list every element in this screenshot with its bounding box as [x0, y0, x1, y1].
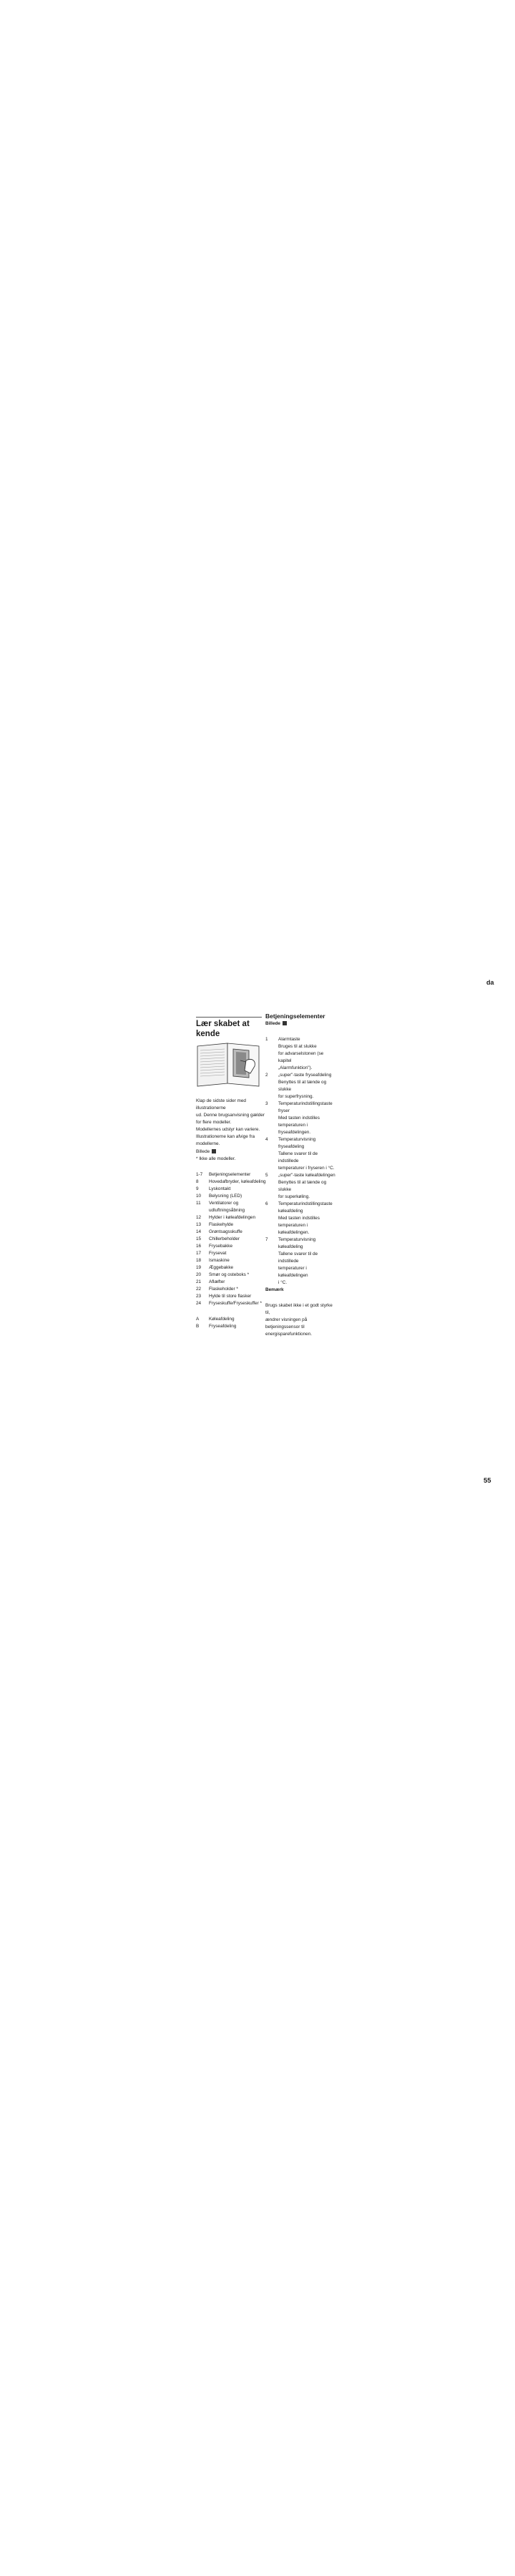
intro-line-4: Modellernes udstyr kan variere. [196, 1127, 260, 1132]
control-item-text [278, 1079, 335, 1101]
control-item-line: for advarselstonen (se kapitel [278, 1051, 324, 1063]
control-item-line: Med tasten indstilles [278, 1116, 320, 1121]
part-item-number: 16 [196, 1244, 202, 1249]
control-item-line: Med tasten indstilles [278, 1216, 320, 1221]
part-item [196, 1200, 266, 1214]
control-item-line: Bruges til at slukke [278, 1044, 317, 1049]
part-item [196, 1279, 266, 1286]
section-item-text: Køleafdeling [209, 1317, 235, 1322]
control-item [265, 1172, 335, 1201]
control-item-line: Temperaturvisning fryseafdeling [278, 1137, 316, 1149]
part-item [196, 1229, 266, 1236]
part-item-text: Flaskeholder * [209, 1287, 238, 1292]
section-item-number: B [196, 1324, 200, 1329]
part-item [196, 1236, 266, 1243]
control-item-text [278, 1172, 335, 1201]
control-item-line: temperaturer i fryseren i °C. [278, 1166, 335, 1171]
part-item-text: Grøntsagsskuffe [209, 1229, 242, 1234]
control-item-line: Benyttes til at tænde og slukke [278, 1080, 327, 1092]
control-item-number: 4 [265, 1137, 268, 1142]
control-item-number [265, 1079, 278, 1101]
control-item-text [278, 1036, 335, 1072]
part-item-text: Hylde til store flasker [209, 1294, 252, 1299]
control-item [265, 1101, 335, 1136]
control-item-number: 7 [265, 1237, 268, 1242]
control-item [265, 1136, 335, 1172]
control-item-line: Alarmtaste [278, 1037, 300, 1042]
control-item-line: Tallene svarer til de indstillede [278, 1151, 318, 1163]
part-item [196, 1221, 266, 1229]
control-item-number: 3 [265, 1101, 268, 1106]
intro-line-3: for flere modeller. [196, 1120, 232, 1125]
control-item [265, 1079, 335, 1101]
section-item [196, 1316, 266, 1323]
part-item-number: 23 [196, 1294, 202, 1299]
part-item-text: Hylder i køleafdelingen [209, 1215, 256, 1220]
part-item-text: Chillerbeholder [209, 1236, 240, 1241]
part-item-number: 21 [196, 1279, 202, 1284]
control-item-line: Temperaturvisning køleafdeling [278, 1237, 316, 1249]
remark-line-1: Brugs skabet ikke i et godt styrke til, [265, 1303, 333, 1315]
part-item-number: 18 [196, 1258, 202, 1263]
part-item-text: Ismaskine [209, 1258, 230, 1263]
part-item-text: Frysevat [209, 1251, 227, 1256]
fold-out-pages-illustration [196, 1042, 262, 1088]
figure-marker-icon [212, 1149, 216, 1153]
control-item-line: for superkøling. [278, 1194, 310, 1199]
part-item-number: 17 [196, 1251, 202, 1256]
section-item [196, 1323, 266, 1330]
part-item-number: 8 [196, 1179, 199, 1184]
part-item [196, 1179, 266, 1186]
title-rule [196, 1017, 262, 1018]
control-item-line: „super"-taste køleafdelingen [278, 1173, 335, 1178]
control-item-line: temperaturer i køleafdelingen [278, 1266, 308, 1278]
part-item [196, 1243, 266, 1250]
sections-list [196, 1316, 266, 1330]
part-item [196, 1293, 266, 1300]
part-item-number: 9 [196, 1186, 199, 1191]
control-item-line: køleafdeling [278, 1209, 303, 1214]
control-item-line: Tallene svarer til de indstillede [278, 1252, 318, 1264]
control-item-line: fryser [278, 1108, 290, 1113]
part-item-text: Lyskontakt [209, 1186, 231, 1191]
control-item-line: temperaturen i fryseafdelingen. [278, 1123, 311, 1135]
part-item-text: Ventilatorer og udluftningsåbning [209, 1201, 245, 1213]
part-item-number: 19 [196, 1265, 202, 1270]
control-item [265, 1072, 335, 1079]
language-code: da [486, 979, 494, 986]
control-item-text [278, 1101, 335, 1136]
part-item [196, 1257, 266, 1264]
part-item-text: Hovedafbryder, køleafdeling [209, 1179, 266, 1184]
control-item-number: 6 [265, 1201, 268, 1206]
part-item [196, 1286, 266, 1293]
parts-list [196, 1171, 266, 1307]
left-column [196, 1019, 266, 1330]
part-item-number: 22 [196, 1287, 202, 1292]
part-item [196, 1300, 266, 1307]
part-item-number: 24 [196, 1301, 202, 1306]
page-number: 55 [484, 1477, 491, 1485]
part-item-number: 15 [196, 1236, 202, 1241]
part-item [196, 1171, 266, 1179]
control-item-text [278, 1136, 335, 1172]
section-item-number: A [196, 1317, 200, 1322]
part-item-number: 20 [196, 1272, 202, 1277]
part-item-text: Belysning (LED) [209, 1194, 242, 1199]
control-item-number: 5 [265, 1173, 268, 1178]
control-item-line: i °C. [278, 1280, 288, 1285]
part-item-number: 11 [196, 1201, 201, 1206]
part-item [196, 1214, 266, 1221]
control-item-text [278, 1072, 335, 1079]
part-item-text: Smør og osteboks * [209, 1272, 250, 1277]
part-item [196, 1264, 266, 1272]
control-item-line: „Alarmfunktion"). [278, 1065, 313, 1070]
remark-line-2: ændrer visningen på betjeningssensor til [265, 1317, 308, 1330]
part-item-number: 12 [196, 1215, 202, 1220]
part-item-text: Aflæfter [209, 1279, 225, 1284]
control-item-line: for superfrysning. [278, 1094, 314, 1099]
control-item-line: Temperaturindstillingstaste [278, 1201, 333, 1206]
section-item-text: Fryseafdeling [209, 1324, 237, 1329]
control-item [265, 1201, 335, 1236]
control-item-number: 1 [265, 1037, 268, 1042]
part-item-text: Flaskehylde [209, 1222, 234, 1227]
part-item [196, 1193, 266, 1200]
control-item-text [278, 1201, 335, 1236]
figure-reference: Billede [196, 1148, 266, 1156]
figure-marker-icon [283, 1021, 287, 1025]
control-item-line: temperaturen i køleafdelingen. [278, 1223, 310, 1235]
control-item-line: Temperaturindstillingstaste [278, 1101, 333, 1106]
part-item-text: Æggebakke [209, 1265, 234, 1270]
part-item-text: Fryseskuffe/Fryseskuffer * [209, 1301, 262, 1306]
control-item-line: Benyttes til at tænde og slukke [278, 1180, 327, 1192]
controls-heading: Betjeningselementer [265, 1013, 325, 1020]
part-item-text: Betjeningselementer [209, 1172, 251, 1177]
part-item-number: 10 [196, 1194, 202, 1199]
part-item [196, 1186, 266, 1193]
part-item [196, 1272, 266, 1279]
remark-heading: Bemærk [265, 1287, 284, 1292]
part-item-number: 1-7 [196, 1172, 203, 1177]
models-note: * Ikke alle modeller. [196, 1156, 236, 1161]
intro-line-1: Klap de sidste sider med illustrationerne [196, 1098, 246, 1111]
intro-line-5: Illustrationerne kan afvige fra modellerne. [196, 1134, 255, 1146]
page-title: Lær skabet at kende [196, 1020, 250, 1038]
controls-list [265, 1036, 335, 1287]
intro-line-2: ud. Denne brugsanvisning gælder [196, 1113, 265, 1118]
control-item-text [278, 1236, 335, 1287]
part-item-number: 13 [196, 1222, 202, 1227]
controls-figure-reference: Billede [265, 1020, 335, 1028]
part-item-number: 14 [196, 1229, 202, 1234]
control-item-line: „super"-taste fryseafdeling [278, 1073, 332, 1078]
part-item-text: Frysebakke [209, 1244, 233, 1249]
part-item [196, 1250, 266, 1257]
remark-line-3: energisparefunktionen. [265, 1332, 313, 1337]
control-item [265, 1036, 335, 1072]
right-column [265, 1013, 335, 1338]
control-item [265, 1236, 335, 1287]
control-item-number: 2 [265, 1073, 268, 1078]
